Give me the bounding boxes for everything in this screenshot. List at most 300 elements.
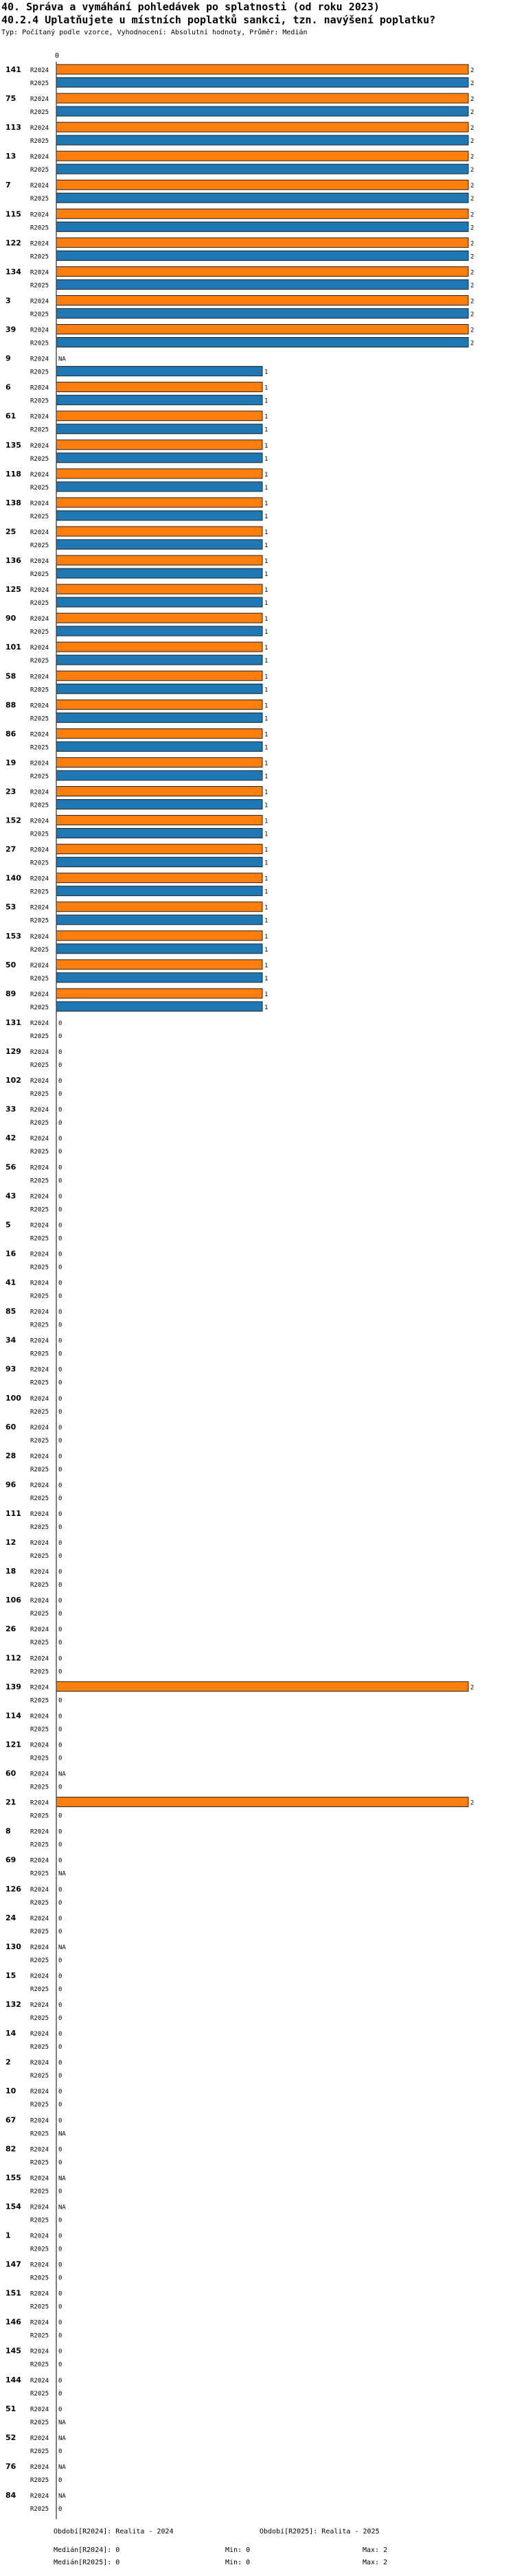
bar — [56, 511, 262, 520]
data-label: 0 — [58, 2015, 62, 2023]
series-label: R2025 — [30, 1697, 49, 1705]
data-label: 1 — [264, 888, 268, 896]
category-label: 115 — [5, 209, 21, 219]
data-label: 0 — [58, 2262, 62, 2269]
bar — [56, 757, 262, 767]
data-label: 2 — [470, 253, 474, 261]
data-label: 0 — [58, 1164, 62, 1172]
na-label: NA — [58, 2435, 66, 2442]
data-label: 0 — [58, 2044, 62, 2051]
series-label: R2025 — [30, 426, 49, 434]
data-label: 0 — [58, 1049, 62, 1057]
data-label: 2 — [470, 282, 474, 290]
data-label: 0 — [58, 2506, 62, 2514]
series-label: R2024 — [30, 2406, 49, 2413]
category-label: 21 — [5, 1797, 16, 1807]
data-label: 2 — [470, 340, 474, 347]
category-label: 86 — [5, 729, 16, 739]
bar — [56, 655, 262, 665]
series-label: R2024 — [30, 1857, 49, 1865]
series-label: R2024 — [30, 789, 49, 796]
bar — [56, 151, 468, 161]
data-label: 0 — [58, 1511, 62, 1518]
bar — [56, 382, 262, 392]
data-label: 0 — [58, 1206, 62, 1214]
data-label: 1 — [264, 413, 268, 421]
series-label: R2024 — [30, 356, 49, 363]
category-label: 88 — [5, 700, 16, 710]
data-label: 0 — [58, 1107, 62, 1114]
series-label: R2024 — [30, 1713, 49, 1721]
bar — [56, 308, 468, 318]
series-label: R2025 — [30, 2102, 49, 2109]
data-label: 0 — [58, 1309, 62, 1316]
series-label: R2024 — [30, 269, 49, 277]
series-label: R2024 — [30, 1078, 49, 1085]
series-label: R2025 — [30, 513, 49, 520]
bar — [56, 960, 262, 969]
category-label: 126 — [5, 1884, 21, 1894]
data-label: 0 — [58, 1841, 62, 1849]
data-label: 2 — [470, 311, 474, 319]
data-label: 1 — [264, 875, 268, 883]
series-label: R2024 — [30, 1453, 49, 1460]
series-label: R2024 — [30, 2377, 49, 2384]
na-label: NA — [58, 1944, 66, 1951]
bar — [56, 741, 262, 751]
series-label: R2024 — [30, 1049, 49, 1057]
data-label: 0 — [58, 1062, 62, 1070]
data-label: 2 — [470, 67, 474, 74]
series-label: R2024 — [30, 1626, 49, 1634]
category-label: 60 — [5, 1422, 16, 1431]
data-label: 0 — [58, 1379, 62, 1387]
series-label: R2025 — [30, 2275, 49, 2282]
category-label: 52 — [5, 2433, 16, 2442]
data-label: 2 — [470, 1684, 474, 1692]
data-label: 0 — [58, 2102, 62, 2109]
bar — [56, 122, 468, 132]
category-label: 106 — [5, 1596, 21, 1605]
category-label: 16 — [5, 1249, 16, 1258]
category-label: 69 — [5, 1855, 16, 1865]
category-label: 125 — [5, 585, 21, 595]
series-label: R2025 — [30, 888, 49, 896]
data-label: 0 — [58, 2060, 62, 2067]
category-label: 6 — [5, 382, 11, 392]
category-label: 131 — [5, 1017, 21, 1027]
na-label: NA — [58, 1771, 66, 1778]
data-label: 1 — [264, 687, 268, 694]
data-label: 0 — [58, 1655, 62, 1663]
max-2024: Max: 2 — [363, 2546, 388, 2554]
data-label: 1 — [264, 658, 268, 665]
data-label: 0 — [58, 1828, 62, 1836]
data-label: 0 — [58, 1293, 62, 1300]
data-label: 0 — [58, 1280, 62, 1287]
data-label: 0 — [58, 1222, 62, 1230]
data-label: 1 — [264, 558, 268, 566]
category-label: 28 — [5, 1451, 16, 1460]
series-label: R2025 — [30, 1350, 49, 1358]
series-label: R2024 — [30, 1944, 49, 1951]
category-label: 129 — [5, 1047, 21, 1057]
series-label: R2024 — [30, 2290, 49, 2298]
data-label: 1 — [264, 455, 268, 463]
bar — [56, 325, 468, 334]
series-label: R2025 — [30, 225, 49, 232]
data-label: 0 — [58, 1540, 62, 1548]
bar — [56, 728, 262, 738]
series-label: R2024 — [30, 2002, 49, 2010]
series-label: R2025 — [30, 802, 49, 809]
series-label: R2024 — [30, 2117, 49, 2125]
data-label: 2 — [470, 240, 474, 248]
category-label: 43 — [5, 1191, 16, 1201]
bar — [56, 584, 262, 594]
data-label: 1 — [264, 962, 268, 969]
data-label: 0 — [58, 2348, 62, 2356]
series-label: R2024 — [30, 2146, 49, 2154]
data-label: 2 — [470, 211, 474, 219]
data-label: 0 — [58, 2361, 62, 2369]
category-label: 56 — [5, 1162, 16, 1172]
bar — [56, 295, 468, 305]
data-label: 0 — [58, 2290, 62, 2298]
series-label: R2025 — [30, 1668, 49, 1676]
series-label: R2025 — [30, 1813, 49, 1820]
series-label: R2025 — [30, 1553, 49, 1561]
series-label: R2024 — [30, 616, 49, 623]
series-label: R2024 — [30, 702, 49, 710]
series-label: R2024 — [30, 2493, 49, 2500]
series-label: R2024 — [30, 1771, 49, 1778]
bar — [56, 931, 262, 941]
category-label: 58 — [5, 671, 16, 681]
category-label: 10 — [5, 2086, 16, 2096]
category-label: 14 — [5, 2029, 16, 2038]
data-label: 0 — [58, 1524, 62, 1531]
bar — [56, 93, 468, 103]
data-label: 0 — [58, 2031, 62, 2038]
category-label: 15 — [5, 1970, 16, 1980]
data-label: 2 — [470, 196, 474, 203]
bar — [56, 671, 262, 680]
category-label: 19 — [5, 758, 16, 768]
bar — [56, 944, 262, 954]
data-label: 1 — [264, 616, 268, 623]
category-label: 50 — [5, 960, 16, 969]
series-label: R2024 — [30, 760, 49, 768]
data-label: 1 — [264, 789, 268, 796]
bar — [56, 135, 468, 145]
bar — [56, 1681, 468, 1691]
series-label: R2025 — [30, 1928, 49, 1935]
data-label: 0 — [58, 1784, 62, 1791]
series-label: R2024 — [30, 211, 49, 219]
category-label: 118 — [5, 469, 21, 479]
data-label: 0 — [58, 2117, 62, 2125]
data-label: 1 — [264, 587, 268, 595]
series-label: R2025 — [30, 1235, 49, 1243]
series-label: R2025 — [30, 1322, 49, 1329]
series-label: R2025 — [30, 1582, 49, 1589]
series-label: R2025 — [30, 1264, 49, 1272]
bar — [56, 568, 262, 578]
category-label: 7 — [5, 181, 11, 190]
category-label: 134 — [5, 267, 21, 277]
axis-zero-label: 0 — [55, 52, 60, 60]
series-label: R2025 — [30, 1726, 49, 1734]
series-label: R2025 — [30, 1841, 49, 1849]
data-label: 0 — [58, 1235, 62, 1243]
bar — [56, 251, 468, 260]
series-label: R2025 — [30, 1986, 49, 1993]
data-label: 0 — [58, 2188, 62, 2196]
data-label: 1 — [264, 398, 268, 405]
data-label: 1 — [264, 818, 268, 825]
series-label: R2024 — [30, 1309, 49, 1316]
series-label: R2025 — [30, 109, 49, 117]
series-label: R2024 — [30, 1020, 49, 1027]
category-label: 135 — [5, 440, 21, 450]
chart-question: 40.2.4 Uplatňujete u místních poplatků sankci, tzn. navýšení poplatku? — [1, 14, 436, 26]
series-label: R2024 — [30, 674, 49, 681]
na-label: NA — [58, 2204, 66, 2211]
data-label: 1 — [264, 917, 268, 925]
category-label: 1 — [5, 2231, 11, 2240]
series-label: R2024 — [30, 529, 49, 536]
category-label: 27 — [5, 844, 16, 854]
series-label: R2025 — [30, 1524, 49, 1531]
category-label: 67 — [5, 2115, 16, 2125]
bar — [56, 180, 468, 189]
bar — [56, 279, 468, 289]
bar — [56, 800, 262, 809]
category-label: 25 — [5, 527, 16, 536]
series-label: R2024 — [30, 1684, 49, 1692]
series-label: R2025 — [30, 455, 49, 463]
series-label: R2024 — [30, 413, 49, 421]
series-label: R2025 — [30, 1091, 49, 1099]
series-label: R2024 — [30, 1251, 49, 1258]
series-label: R2025 — [30, 715, 49, 723]
na-label: NA — [58, 2493, 66, 2500]
bar — [56, 338, 468, 347]
series-label: R2024 — [30, 471, 49, 479]
data-label: 1 — [264, 702, 268, 710]
bar — [56, 597, 262, 607]
na-label: NA — [58, 1870, 66, 1878]
data-label: 0 — [58, 1453, 62, 1460]
na-label: NA — [58, 2130, 66, 2138]
data-label: 2 — [470, 298, 474, 306]
category-label: 12 — [5, 1538, 16, 1548]
data-label: 1 — [264, 773, 268, 781]
series-label: R2024 — [30, 558, 49, 566]
category-label: 114 — [5, 1711, 21, 1721]
series-label: R2024 — [30, 2031, 49, 2038]
data-label: 0 — [58, 2233, 62, 2240]
data-label: 1 — [264, 933, 268, 941]
data-label: 2 — [470, 1799, 474, 1807]
category-label: 132 — [5, 2000, 21, 2010]
data-label: 0 — [58, 1713, 62, 1721]
data-label: 0 — [58, 1408, 62, 1416]
bar — [56, 555, 262, 565]
data-label: 0 — [58, 1857, 62, 1865]
series-label: R2025 — [30, 1957, 49, 1964]
data-label: 1 — [264, 600, 268, 608]
category-label: 33 — [5, 1105, 16, 1114]
series-label: R2025 — [30, 975, 49, 982]
na-label: NA — [58, 2419, 66, 2426]
series-label: R2025 — [30, 196, 49, 203]
category-label: 41 — [5, 1278, 16, 1287]
data-label: 1 — [264, 442, 268, 450]
data-label: 0 — [58, 1928, 62, 1935]
data-label: 0 — [58, 2319, 62, 2327]
data-label: 1 — [264, 426, 268, 434]
series-label: R2025 — [30, 398, 49, 405]
data-label: 2 — [470, 109, 474, 117]
series-label: R2024 — [30, 125, 49, 133]
series-label: R2025 — [30, 2476, 49, 2484]
series-label: R2024 — [30, 500, 49, 507]
data-label: 1 — [264, 847, 268, 854]
series-label: R2024 — [30, 2089, 49, 2096]
series-label: R2025 — [30, 946, 49, 954]
bar — [56, 873, 262, 883]
data-label: 2 — [470, 80, 474, 87]
series-label: R2025 — [30, 1120, 49, 1127]
category-label: 93 — [5, 1364, 16, 1374]
series-label: R2024 — [30, 183, 49, 190]
category-label: 13 — [5, 152, 16, 161]
bar — [56, 395, 262, 405]
series-label: R2025 — [30, 1177, 49, 1185]
data-label: 1 — [264, 991, 268, 998]
bar — [56, 527, 262, 536]
data-label: 0 — [58, 2448, 62, 2455]
data-label: 0 — [58, 1091, 62, 1099]
series-label: R2024 — [30, 2204, 49, 2211]
series-label: R2025 — [30, 1466, 49, 1473]
data-label: 0 — [58, 1466, 62, 1473]
category-label: 18 — [5, 1567, 16, 1576]
series-label: R2025 — [30, 917, 49, 925]
category-label: 111 — [5, 1509, 21, 1518]
data-label: 1 — [264, 802, 268, 809]
category-label: 141 — [5, 65, 21, 74]
category-label: 113 — [5, 123, 21, 133]
data-label: 0 — [58, 1582, 62, 1589]
data-label: 1 — [264, 904, 268, 912]
series-label: R2025 — [30, 1033, 49, 1040]
series-label: R2024 — [30, 645, 49, 652]
data-label: 1 — [264, 674, 268, 681]
data-label: 0 — [58, 2246, 62, 2253]
category-label: 84 — [5, 2491, 16, 2500]
series-label: R2025 — [30, 138, 49, 146]
category-label: 102 — [5, 1076, 21, 1085]
category-label: 53 — [5, 902, 16, 912]
data-label: 1 — [264, 529, 268, 536]
data-label: 0 — [58, 1611, 62, 1618]
min-2025: Min: 0 — [225, 2559, 251, 2566]
min-2024: Min: 0 — [225, 2546, 251, 2554]
data-label: 0 — [58, 1742, 62, 1749]
data-label: 1 — [264, 484, 268, 492]
series-label: R2025 — [30, 831, 49, 838]
data-label: 0 — [58, 1395, 62, 1403]
category-label: 122 — [5, 238, 21, 248]
bar — [56, 642, 262, 652]
bar — [56, 816, 262, 825]
category-label: 140 — [5, 873, 21, 883]
data-label: 2 — [470, 183, 474, 190]
category-label: 9 — [5, 354, 11, 363]
category-label: 101 — [5, 643, 21, 652]
data-label: 2 — [470, 167, 474, 174]
category-label: 3 — [5, 296, 11, 306]
series-label: R2025 — [30, 1379, 49, 1387]
bar — [56, 65, 468, 74]
series-label: R2025 — [30, 2015, 49, 2023]
series-label: R2025 — [30, 2044, 49, 2051]
series-label: R2025 — [30, 340, 49, 347]
bar — [56, 540, 262, 549]
series-label: R2024 — [30, 2262, 49, 2269]
data-label: 0 — [58, 2377, 62, 2384]
data-label: 1 — [264, 1004, 268, 1011]
category-label: 60 — [5, 1769, 16, 1778]
series-label: R2025 — [30, 2159, 49, 2167]
bar — [56, 424, 262, 434]
series-label: R2025 — [30, 1784, 49, 1791]
series-label: R2025 — [30, 80, 49, 87]
series-label: R2024 — [30, 904, 49, 912]
bar — [56, 915, 262, 925]
bar — [56, 770, 262, 780]
series-label: R2024 — [30, 1482, 49, 1489]
data-label: 0 — [58, 2073, 62, 2080]
data-label: 0 — [58, 1899, 62, 1907]
category-label: 76 — [5, 2461, 16, 2471]
series-label: R2024 — [30, 1136, 49, 1143]
category-label: 26 — [5, 1624, 16, 1634]
chart-subtitle: Typ: Počítaný podle vzorce, Vyhodnocení: Absolutní hodnoty, Průměr: Medián — [1, 29, 308, 36]
max-2025: Max: 2 — [363, 2559, 388, 2566]
data-label: 0 — [58, 1149, 62, 1156]
data-label: 0 — [58, 1193, 62, 1201]
series-label: R2024 — [30, 1973, 49, 1980]
data-label: 0 — [58, 1915, 62, 1922]
data-label: 1 — [264, 384, 268, 392]
data-label: 0 — [58, 1668, 62, 1676]
data-label: 2 — [470, 96, 474, 104]
series-label: R2024 — [30, 1222, 49, 1230]
category-label: 96 — [5, 1480, 16, 1489]
bar — [56, 164, 468, 174]
category-label: 2 — [5, 2058, 11, 2067]
series-label: R2024 — [30, 384, 49, 392]
series-label: R2024 — [30, 2175, 49, 2183]
data-label: 0 — [58, 1626, 62, 1634]
category-label: 144 — [5, 2375, 21, 2384]
series-label: R2025 — [30, 2188, 49, 2196]
data-label: 1 — [264, 831, 268, 838]
